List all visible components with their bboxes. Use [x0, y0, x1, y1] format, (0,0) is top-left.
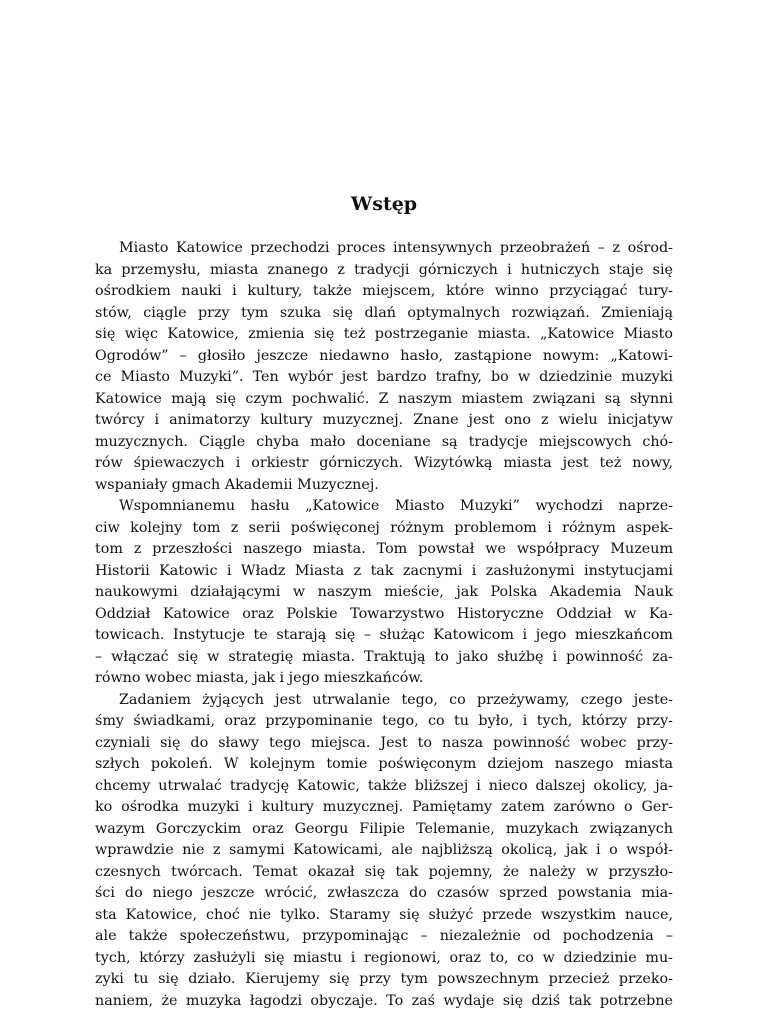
- text-line: Katowice mają się czym pochwalić. Z naszym miastem związani są słynni: [95, 389, 673, 411]
- text-line: ka przemysłu, miasta znanego z tradycji górniczych i hutniczych staje się: [95, 260, 673, 282]
- text-line: muzycznych. Ciągle chyba mało doceniane są tradycje miejscowych chó-: [95, 432, 673, 454]
- text-line: Wspomnianemu hasłu „Katowice Miasto Muzyki” wychodzi naprze-: [95, 496, 673, 518]
- text-line: Historii Katowic i Władz Miasta z tak zacnymi i zasłużonymi instytucjami: [95, 561, 673, 583]
- paragraph: [95, 238, 673, 496]
- text-line: ale także społeczeństwu, przypominając – niezależnie od pochodzenia –: [95, 926, 673, 948]
- paragraph: [95, 496, 673, 690]
- text-line: tych, którzy zasłużyli się miastu i regionowi, oraz to, co w dziedzinie mu-: [95, 948, 673, 970]
- text-line: ce Miasto Muzyki”. Ten wybór jest bardzo trafny, bo w dziedzinie muzyki: [95, 367, 673, 389]
- text-line: Zadaniem żyjących jest utrwalanie tego, co przeżywamy, czego jeste-: [95, 690, 673, 712]
- text-line: Oddział Katowice oraz Polskie Towarzystwo Historyczne Oddział w Ka-: [95, 604, 673, 626]
- text-line: zyki tu się działo. Kierujemy się przy tym powszechnym przecież przeko-: [95, 969, 673, 991]
- text-line: szłych pokoleń. W kolejnym tomie poświęconym dziejom naszego miasta: [95, 754, 673, 776]
- text-line: chcemy utrwalać tradycję Katowic, także bliższej i nieco dalszej okolicy, ja-: [95, 776, 673, 798]
- text-line: czesnych twórcach. Temat okazał się tak pojemny, że należy w przyszło-: [95, 862, 673, 884]
- text-line: ośrodkiem nauki i kultury, także miejscem, które winno przyciągać tury-: [95, 281, 673, 303]
- text-line: rów śpiewaczych i orkiestr górniczych. Wizytówką miasta jest też nowy,: [95, 453, 673, 475]
- page-title: Wstęp: [0, 191, 768, 217]
- text-line: wprawdzie nie z samymi Katowicami, ale najbliższą okolicą, jak i o współ-: [95, 840, 673, 862]
- text-line: śmy świadkami, oraz przypominanie tego, co tu było, i tych, którzy przy-: [95, 711, 673, 733]
- text-line: – włączać się w strategię miasta. Traktują to jako służbę i powinność za-: [95, 647, 673, 669]
- text-line: stów, ciągle przy tym szuka się dlań optymalnych rozwiązań. Zmieniają: [95, 303, 673, 325]
- text-line: naniem, że muzyka łagodzi obyczaje. To zaś wydaje się dziś tak potrzebne: [95, 991, 673, 1012]
- text-line: równo wobec miasta, jak i jego mieszkańców.: [95, 668, 673, 690]
- text-line: ko ośrodka muzyki i kultury muzycznej. Pamiętamy zatem zarówno o Ger-: [95, 797, 673, 819]
- text-line: towicach. Instytucje te starają się – służąc Katowicom i jego mieszkańcom: [95, 625, 673, 647]
- text-line: Ogrodów” – głosiło jeszcze niedawno hasło, zastąpione nowym: „Katowi-: [95, 346, 673, 368]
- text-line: czyniali się do sławy tego miejsca. Jest to nasza powinność wobec przy-: [95, 733, 673, 755]
- text-line: naukowymi działającymi w naszym mieście, jak Polska Akademia Nauk: [95, 582, 673, 604]
- text-line: wspaniały gmach Akademii Muzycznej.: [95, 475, 673, 497]
- text-line: ciw kolejny tom z serii poświęconej różnym problemom i różnym aspek-: [95, 518, 673, 540]
- text-line: twórcy i animatorzy kultury muzycznej. Znane jest ono z wielu inicjatyw: [95, 410, 673, 432]
- text-line: wazym Gorczyckim oraz Georgu Filipie Telemanie, muzykach związanych: [95, 819, 673, 841]
- text-line: ści do niego jeszcze wrócić, zwłaszcza do czasów sprzed powstania mia-: [95, 883, 673, 905]
- text-line: Miasto Katowice przechodzi proces intensywnych przeobrażeń – z ośrod-: [95, 238, 673, 260]
- text-line: tom z przeszłości naszego miasta. Tom powstał we współpracy Muzeum: [95, 539, 673, 561]
- body-text: [95, 238, 673, 1012]
- text-line: się więc Katowice, zmienia się też postrzeganie miasta. „Katowice Miasto: [95, 324, 673, 346]
- text-line: sta Katowice, choć nie tylko. Staramy się służyć przede wszystkim nauce,: [95, 905, 673, 927]
- paragraph: [95, 690, 673, 1012]
